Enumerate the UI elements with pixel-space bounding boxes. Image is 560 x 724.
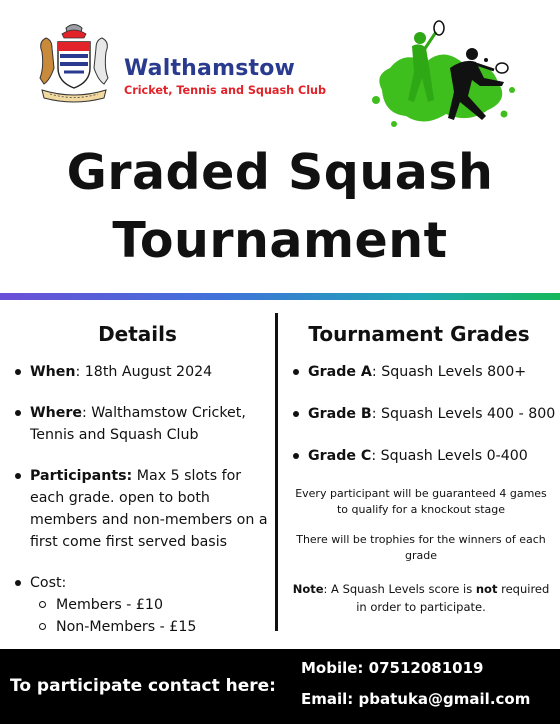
detail-label: Participants: (30, 468, 133, 484)
detail-separator: : (82, 405, 92, 421)
contact-footer (0, 649, 560, 724)
squash-players-silhouette-icon (364, 20, 524, 132)
detail-label: Where (30, 405, 82, 421)
trophies-note: There will be trophies for the winners of each grade (296, 533, 546, 562)
list-item (292, 445, 560, 467)
contact-cta: To participate contact here: (10, 676, 276, 696)
cost-options (30, 594, 276, 638)
club-name: Walthamstow (124, 56, 296, 81)
games-note: Every participant will be guaranteed 4 games to qualify for a knockout stage (295, 487, 547, 516)
cost-option: Non-Members - £15 (30, 616, 276, 638)
detail-text: Walthamstow Cricket, Tennis and Squash Club (30, 405, 246, 443)
note-text-end: required in order to participate. (356, 582, 550, 614)
detail-separator: : (61, 575, 67, 591)
list-item (14, 361, 276, 383)
page-title: Graded Squash (66, 144, 494, 201)
list-item (292, 361, 560, 383)
grade-text: : Squash Levels 400 - 800 (371, 406, 556, 422)
list-item (292, 403, 560, 425)
detail-separator: : (75, 364, 85, 380)
detail-label: When (30, 364, 76, 380)
gradient-divider (0, 293, 560, 300)
grades-heading: Tournament Grades (308, 322, 530, 346)
list-item (14, 465, 276, 553)
list-item (14, 572, 276, 638)
grades-list (292, 361, 560, 487)
detail-text: Max 5 slots for each grade. open to both members and non-members on a first come first served basis (30, 468, 268, 550)
squash-levels-note (292, 580, 550, 616)
grade-label: Grade A (308, 364, 372, 380)
details-heading: Details (98, 322, 177, 346)
detail-text: 18th August 2024 (84, 364, 213, 380)
club-crest-icon (34, 22, 114, 104)
contact-mobile[interactable]: Mobile: 07512081019 (301, 659, 484, 677)
page-title-line-2: Tournament (112, 212, 448, 269)
details-list (14, 361, 276, 657)
grade-label: Grade B (308, 406, 372, 422)
club-subtitle: Cricket, Tennis and Squash Club (124, 84, 326, 97)
note-text: : A Squash Levels score is (323, 582, 476, 596)
detail-label: Cost (30, 575, 62, 591)
grade-label: Grade C (308, 448, 372, 464)
contact-email[interactable]: Email: pbatuka@gmail.com (301, 690, 531, 708)
note-emphasis: not (475, 582, 498, 596)
cost-option: Members - £10 (30, 594, 276, 616)
note-label: Note (292, 582, 324, 596)
list-item (14, 402, 276, 446)
grade-text: : Squash Levels 800+ (371, 364, 527, 380)
grade-text: : Squash Levels 0-400 (371, 448, 528, 464)
